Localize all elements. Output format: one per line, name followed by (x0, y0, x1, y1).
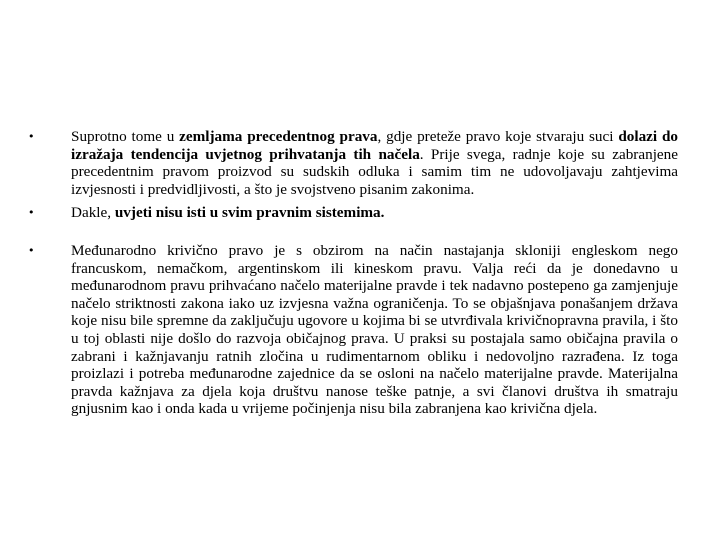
bullet-1-bold-precedent-law: zemljama precedentnog prava (179, 128, 378, 145)
bullet-item-conditions (28, 204, 678, 222)
bullet-dot-icon: • (28, 243, 35, 257)
bullet-item-international-law (28, 242, 678, 418)
bullet-dot-icon: • (28, 130, 35, 143)
bullet-dot-icon: • (28, 206, 35, 220)
bullet-2-text-intro: Dakle, (71, 204, 115, 222)
bullet-item-precedent-law (28, 128, 678, 198)
bullet-1-text-mid: , gdje preteže pravo koje stvaraju suci (377, 128, 619, 145)
bullet-3-text: Međunarodno krivično pravo je s obzirom na način nastajanja skloniji engleskom nego francuskom, nemačkom, argentinskom ili kineskom pravu. Valja reći da je donedavno u međunarodnom pravu prihvaćano načelo materijalne pravde i tek nadavno postepeno ga zamjenjuje načelo striktnosti zakona iako uz izvjesna važna ograničenja. To se objašnjava ponašanjem država koje nisu bile spremne da zaključuju ugovore u kojima bi se utvrđivala krivičnopravna pravila, i što u toj oblasti nije došlo do razvoja običajnog prava. U praksi su postajala samo običajna pravila o zabrani i kažnjavanju ratnih zločina u rudimentarnom obliku i nedovoljno razrađena. Iz toga proizlazi i potreba međunarodne zajednice da se osloni na načelo materijalne pravde. Materijalna pravda kažnjava za djela koja društvu nanose teške patnje, a svi članovi društva ih smatraju gnjusnim kao i onda kada u vrijeme počinjenja nisu bila zabranjena kao krivična djela. (71, 241, 678, 418)
bullet-1-bold-tendency: dolazi do izražaja tendencija uvjetnog prihvatanja tih načela (71, 128, 679, 163)
bullet-2-bold-conditions: uvjeti nisu isti u svim pravnim sistemima. (114, 204, 385, 222)
bullet-1-text-intro: Suprotno tome u (71, 128, 180, 145)
bullet-1-text-end: . Prije svega, radnje koje su zabranjene precedentnim pravom proizvod su sudskih odluka i samim tim ne udovoljavaju zahtjevima izvjesnosti i predvidljivosti, a što je svojstveno pisanim zakonima. (71, 145, 678, 198)
bullet-list (28, 128, 678, 418)
